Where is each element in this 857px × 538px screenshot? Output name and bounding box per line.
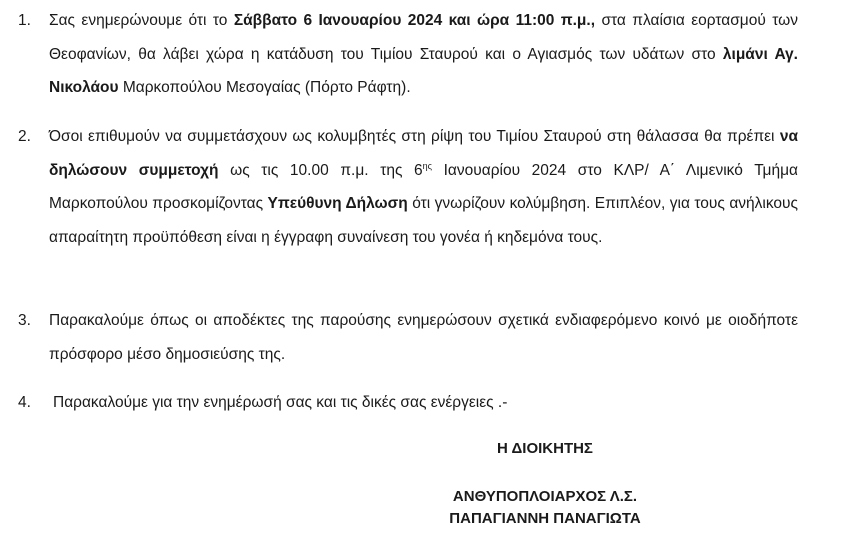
text-run: Ιανουαρίου 2024 στο ΚΛΡ/ Α΄ Λιμενικό Τμήμα Μαρκοπούλου προσκομίζοντας <box>49 161 798 212</box>
signature-name: ΠΑΠΑΓΙΑΝΝΗ ΠΑΝΑΓΙΩΤΑ <box>449 510 641 527</box>
item-number: 3. <box>18 312 31 329</box>
item-paragraph <box>49 120 798 254</box>
item-number: 4. <box>18 394 31 411</box>
text-run: Σας ενημερώνουμε ότι το <box>49 12 234 29</box>
ordinal-suffix: ης <box>422 160 432 171</box>
text-run: ως τις 10.00 π.μ. της 6 <box>218 161 423 179</box>
text-run: Μαρκοπούλου Μεσογαίας (Πόρτο Ράφτη). <box>118 79 411 96</box>
text-run: στα πλαίσια εορτασμού των Θεοφανίων, θα λάβει χώρα η κατάδυση του Τιμίου Σταυρού και ο Αγιασμός των υδάτων στο <box>49 12 798 63</box>
signature-title: Η ΔΙΟΙΚΗΤΗΣ <box>497 440 593 457</box>
bold-date-time: Σάββατο 6 Ιανουαρίου 2024 και ώρα 11:00 π.μ., <box>233 12 596 29</box>
signature-rank: ΑΝΘΥΠΟΠΛΟΙΑΡΧΟΣ Λ.Σ. <box>452 488 638 505</box>
bold-register-participation: να δηλώσουν συμμετοχή <box>49 128 798 179</box>
text-run: ότι γνωρίζουν κολύμβηση. Επιπλέον, για τους ανήλικους απαραίτητη προϋπόθεση είναι η έγγραφη συναίνεση του γονέα ή κηδεμόνα τους. <box>49 195 798 246</box>
item-paragraph: Παρακαλούμε για την ενημέρωσή σας και τις δικές σας ενέργειες .- <box>53 394 508 411</box>
item-paragraph <box>49 4 798 105</box>
item-number: 1. <box>18 12 31 29</box>
item-paragraph: Παρακαλούμε όπως οι αποδέκτες της παρούσης ενημερώσουν σχετικά ενδιαφερόμενο κοινό με οιοδήποτε πρόσφορο μέσο δημοσιεύσης της. <box>49 312 798 363</box>
text-run: Όσοι επιθυμούν να συμμετάσχουν ως κολυμβητές στη ρίψη του Τιμίου Σταυρού στη θάλασσα θα πρέπει <box>49 128 780 145</box>
item-number: 2. <box>18 128 31 145</box>
bold-solemn-declaration: Υπεύθυνη Δήλωση <box>267 195 408 212</box>
bold-location: λιμάνι Αγ. Νικολάου <box>49 45 798 96</box>
